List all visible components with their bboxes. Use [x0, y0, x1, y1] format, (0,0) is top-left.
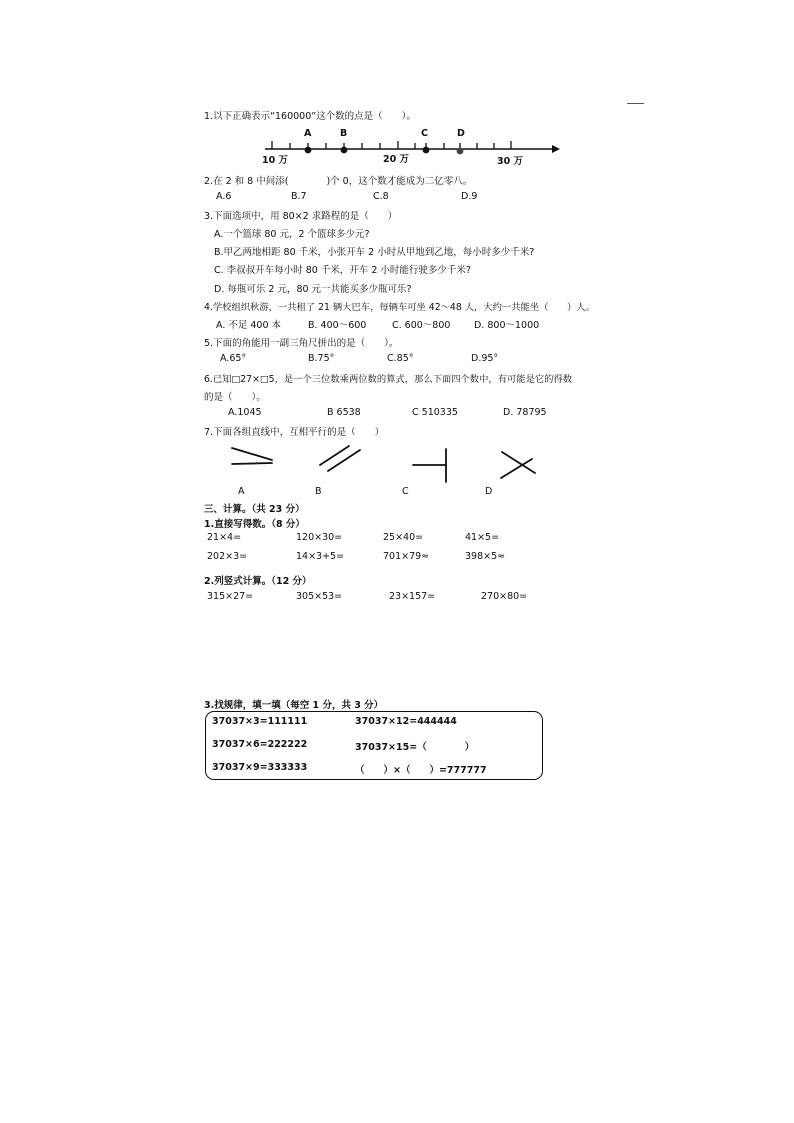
tick-30w: 30 万	[497, 156, 524, 167]
q4-option-a: A. 不足 400 本	[216, 320, 282, 331]
vertical-calc-2: 305×53=	[296, 591, 343, 602]
pattern-left-2: 37037×6=222222	[212, 739, 308, 750]
q5-option-b: B.75°	[308, 353, 335, 364]
pattern-right-1: 37037×12=444444	[355, 716, 457, 727]
section3-title: 三、计算。（共 23 分）	[204, 504, 305, 515]
q3-option-a: A.一个篮球 80 元，2 个篮球多少元?	[214, 229, 370, 240]
q2-option-d: D.9	[461, 191, 478, 202]
lines-d-1	[502, 452, 535, 473]
lines-b-2	[328, 450, 360, 471]
label-b: B	[340, 128, 348, 139]
label-c: C	[421, 128, 428, 139]
tick-10w: 10 万	[262, 155, 289, 166]
q7-label-c: C	[402, 486, 409, 497]
q2-option-a: A.6	[216, 191, 232, 202]
lines-b-1	[320, 446, 349, 465]
label-a: A	[304, 128, 312, 139]
calc-3: 25×40=	[383, 532, 424, 543]
q6-option-a: A.1045	[228, 407, 262, 418]
q3-text: 3.下面选项中，用 80×2 求路程的是（ ）	[204, 211, 398, 222]
tick-20w: 20 万	[383, 154, 410, 165]
calc-6: 14×3+5=	[296, 551, 345, 562]
calc-4: 41×5=	[465, 532, 500, 543]
q3-option-c: C. 李叔叔开车每小时 80 千米，开车 2 小时能行驶多少千米?	[214, 265, 471, 276]
calc-2: 120×30=	[296, 532, 343, 543]
q5-text: 5.下面的角能用一副三角尺拼出的是（ ）。	[204, 338, 399, 349]
parallel-lines-figure	[0, 0, 794, 500]
lines-a-2	[232, 463, 272, 464]
q4-text: 4.学校组织秋游，一共租了 21 辆大巴车，每辆车可坐 42～48 人，大约一共能坐（ ）人。	[204, 302, 595, 313]
pattern-right-2: 37037×15=（ ）	[355, 742, 475, 753]
calc-7: 701×79≈	[383, 551, 430, 562]
vertical-calc-4: 270×80=	[481, 591, 528, 602]
q5-option-c: C.85°	[387, 353, 414, 364]
q6-option-d: D. 78795	[503, 407, 547, 418]
pattern-left-1: 37037×3=111111	[212, 716, 308, 727]
q4-option-d: D. 800～1000	[474, 320, 540, 331]
q7-label-d: D	[485, 486, 493, 497]
q1-text: 1.以下正确表示“160000”这个数的点是（ ）。	[204, 111, 416, 122]
calc-8: 398×5≈	[465, 551, 506, 562]
part1-title: 1.直接写得数。（8 分）	[204, 519, 305, 530]
calc-5: 202×3=	[207, 551, 248, 562]
q7-text: 7.下面各组直线中，互相平行的是（ ）	[204, 427, 385, 438]
vertical-calc-1: 315×27=	[207, 591, 254, 602]
q5-option-a: A.65°	[220, 353, 247, 364]
label-d: D	[457, 128, 465, 139]
q5-option-d: D.95°	[471, 353, 499, 364]
q3-option-d: D. 每瓶可乐 2 元，80 元一共能买多少瓶可乐?	[214, 284, 412, 295]
vertical-calc-3: 23×157=	[389, 591, 436, 602]
q6-option-b: B 6538	[327, 407, 361, 418]
part3-title: 3.找规律，填一填（每空 1 分，共 3 分）	[204, 700, 384, 711]
lines-a-1	[232, 448, 272, 460]
q2-text: 2.在 2 和 8 中间添( )个 0，这个数才能成为二亿零八。	[204, 176, 473, 187]
q7-label-b: B	[315, 486, 322, 497]
pattern-right-3: （ ）×（ ）=777777	[355, 765, 487, 776]
q4-option-c: C. 600～800	[392, 320, 451, 331]
q6-line2: 的是（ ）。	[204, 392, 266, 403]
calc-1: 21×4=	[207, 532, 242, 543]
q3-option-b: B.甲乙两地相距 80 千米，小张开车 2 小时从甲地到乙地，每小时多少千米?	[214, 247, 535, 258]
pattern-left-3: 37037×9=333333	[212, 762, 308, 773]
q2-option-c: C.8	[373, 191, 389, 202]
q6-option-c: C 510335	[412, 407, 458, 418]
q7-label-a: A	[238, 486, 245, 497]
part2-title: 2.列竖式计算。（12 分）	[204, 576, 312, 587]
q4-option-b: B. 400～600	[308, 320, 367, 331]
q6-line1: 6.已知□27×□5，是一个三位数乘两位数的算式，那么下面四个数中，有可能是它的得数	[204, 374, 573, 385]
q2-option-b: B.7	[291, 191, 307, 202]
